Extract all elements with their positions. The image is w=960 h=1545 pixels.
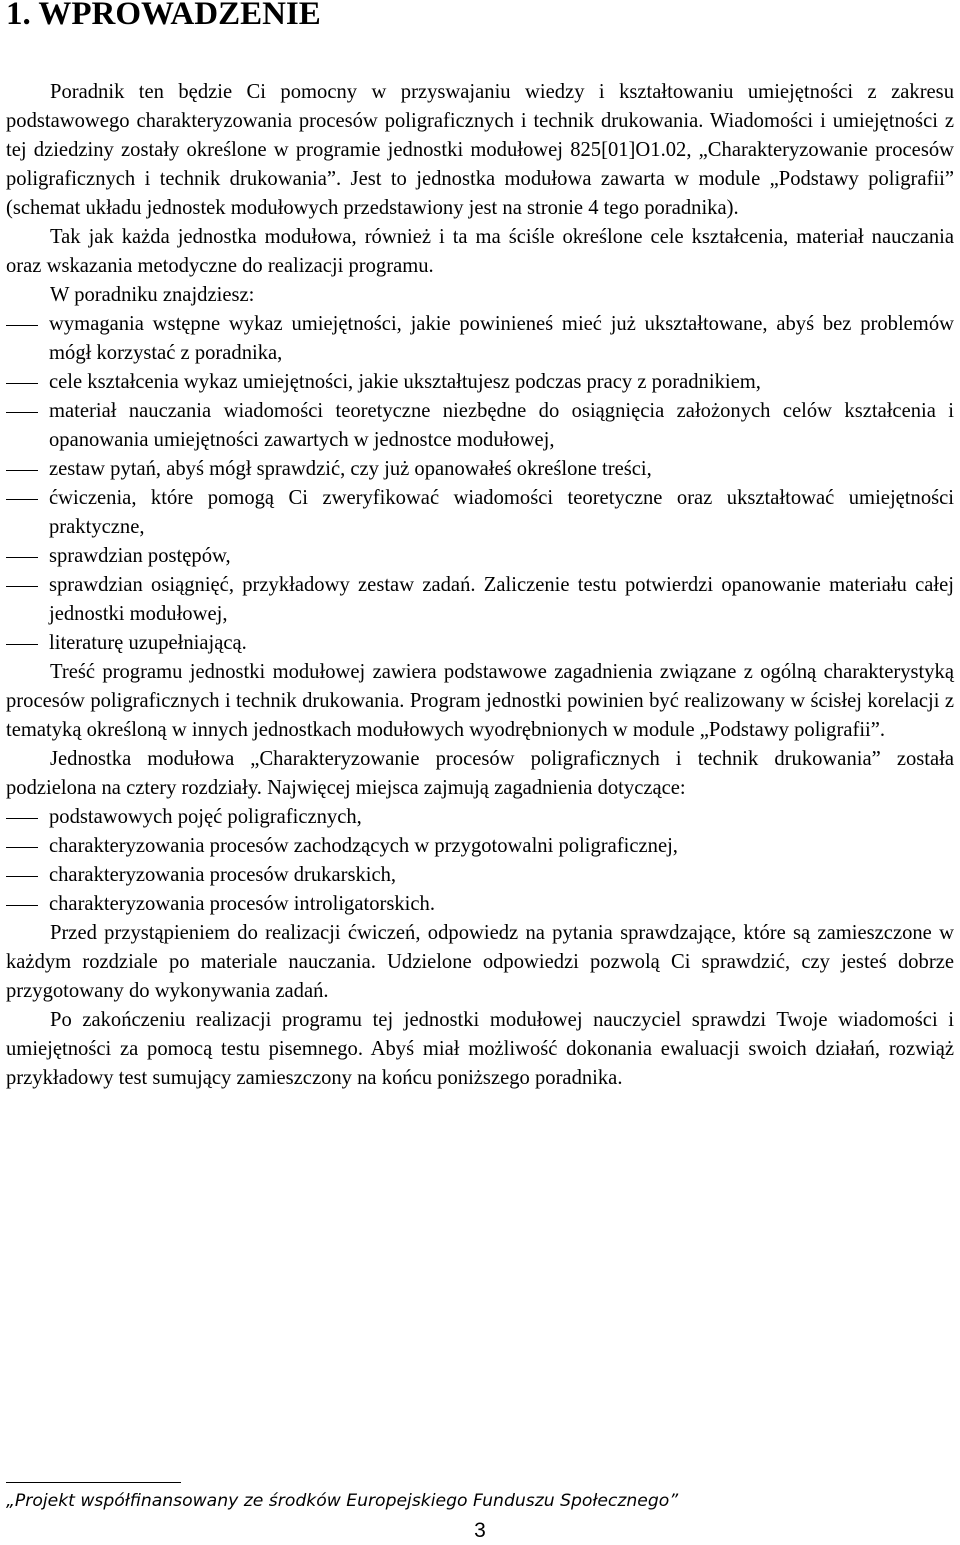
evaluation-paragraph: Po zakończeniu realizacji programu tej jednostki modułowej nauczyciel sprawdzi Twoje wiadomości i umiejętności za pomocą testu pisemnego. Abyś miał możliwość dokonania ewaluacji swoich działań, rozwiąż przykładowy test sumujący zamieszczony na końcu poniższego poradnika.	[6, 1009, 954, 1089]
program-paragraph: Treść programu jednostki modułowej zawiera podstawowe zagadnienia związane z ogólną charakterystyką procesów poligraficznych i technik drukowania. Program jednostki powinien być realizowany w ścisłej korelacji z tematyką określoną w innych jednostkach modułowych wyodrębnionych w module „Podstawy poligrafii”.	[6, 661, 954, 741]
list-item-text: charakteryzowania procesów drukarskich,	[49, 864, 397, 886]
list-item	[6, 542, 954, 571]
section-heading: 1. WPROWADZENIE	[6, 0, 321, 32]
list-item	[6, 571, 954, 629]
list-item-text: zestaw pytań, abyś mógł sprawdzić, czy już opanowałeś określone treści,	[49, 458, 652, 480]
goals-paragraph: Tak jak każda jednostka modułowa, również i ta ma ściśle określone cele kształcenia, materiał nauczania oraz wskazania metodyczne do realizacji programu.	[6, 226, 954, 277]
chapters-paragraph: Jednostka modułowa „Charakteryzowanie procesów poligraficznych i technik drukowania” została podzielona na cztery rozdziały. Najwięcej miejsca zajmują zagadnienia dotyczące:	[6, 748, 954, 799]
list-item	[6, 397, 954, 455]
list-item-text: podstawowych pojęć poligraficznych,	[49, 806, 362, 828]
list-item	[6, 861, 954, 890]
page-number: 3	[474, 1519, 486, 1542]
body-text	[6, 78, 954, 1093]
list-item-text: charakteryzowania procesów zachodzących w przygotowalni poligraficznej,	[49, 835, 678, 857]
list-item-text: charakteryzowania procesów introligatorskich.	[49, 893, 435, 915]
list-item-text: ćwiczenia, które pomogą Ci zweryfikować wiadomości teoretyczne oraz ukształtować umiejętności praktyczne,	[49, 487, 954, 538]
contents-list	[6, 310, 954, 658]
contents-lead: W poradniku znajdziesz:	[50, 284, 255, 306]
topics-list	[6, 803, 954, 919]
list-item-text: sprawdzian osiągnięć, przykładowy zestaw zadań. Zaliczenie testu potwierdzi opanowanie materiału całej jednostki modułowej,	[49, 574, 954, 625]
list-item	[6, 832, 954, 861]
list-item-text: cele kształcenia wykaz umiejętności, jakie ukształtujesz podczas pracy z poradnikiem,	[49, 371, 761, 393]
list-item-text: wymagania wstępne wykaz umiejętności, jakie powinieneś mieć już ukształtowane, abyś bez problemów mógł korzystać z poradnika,	[49, 313, 954, 364]
list-item-text: materiał nauczania wiadomości teoretyczne niezbędne do osiągnięcia założonych celów kształcenia i opanowania umiejętności zawartych w jednostce modułowej,	[49, 400, 954, 451]
list-item	[6, 455, 954, 484]
list-item	[6, 803, 954, 832]
list-item	[6, 629, 954, 658]
exercises-paragraph: Przed przystąpieniem do realizacji ćwiczeń, odpowiedz na pytania sprawdzające, które są zamieszczone w każdym rozdziale po materiale nauczania. Udzielone odpowiedzi pozwolą Ci sprawdzić, czy jesteś dobrze przygotowany do wykonywania zadań.	[6, 922, 954, 1002]
footer-project-note: „Projekt współfinansowany ze środków Europejskiego Funduszu Społecznego”	[6, 1491, 679, 1511]
list-item	[6, 310, 954, 368]
list-item-text: sprawdzian postępów,	[49, 545, 231, 567]
list-item	[6, 484, 954, 542]
footer-divider	[6, 1482, 181, 1483]
list-item	[6, 890, 954, 919]
intro-paragraph: Poradnik ten będzie Ci pomocny w przyswajaniu wiedzy i kształtowaniu umiejętności z zakresu podstawowego charakteryzowania procesów poligraficznych i technik drukowania. Wiadomości i umiejętności z tej dziedziny zostały określone w programie jednostki modułowej 825[01]O1.02, „Charakteryzowanie procesów poligraficznych i technik drukowania”. Jest to jednostka modułowa zawarta w module „Podstawy poligrafii” (schemat układu jednostek modułowych przedstawiony jest na stronie 4 tego poradnika).	[6, 81, 954, 219]
list-item-text: literaturę uzupełniającą.	[49, 632, 247, 654]
list-item	[6, 368, 954, 397]
